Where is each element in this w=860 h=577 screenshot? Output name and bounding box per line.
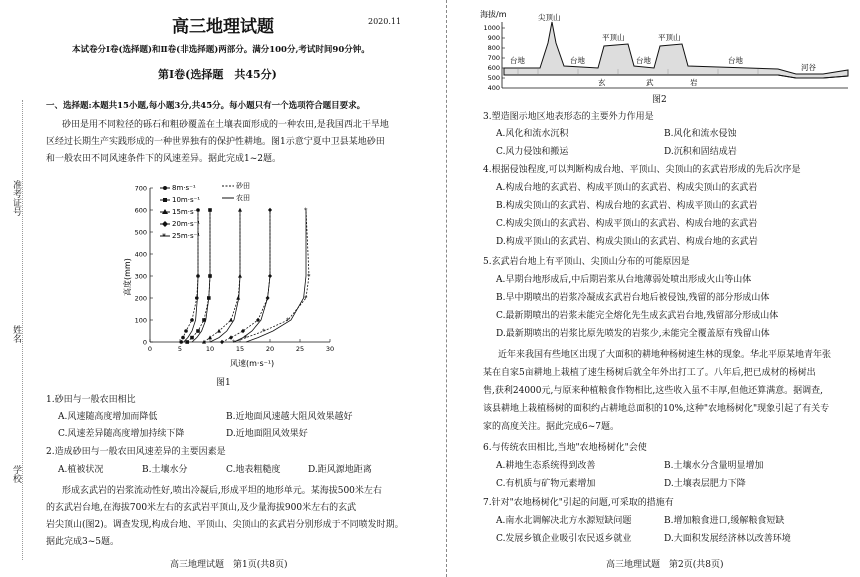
- fig1-point: *: [304, 206, 308, 215]
- fig2-ytick: 1000: [483, 24, 500, 32]
- fig1-point: [185, 340, 189, 344]
- fig1-xtick-label: 15: [235, 345, 245, 353]
- fig2-ytick: 500: [487, 74, 500, 82]
- passage2-line1: 形成玄武岩的岩浆流动性好,喷出冷凝后,形成平坦的地形单元。某海拔500米左右: [62, 486, 382, 496]
- legend-15: 15m·s⁻¹: [172, 208, 201, 216]
- fig1-point: [181, 336, 185, 340]
- fig2-ytick: 400: [487, 84, 500, 90]
- passage2-line4: 据此完成3~5题。: [46, 537, 119, 547]
- q2-option-c[interactable]: C.地表粗糙度: [226, 465, 281, 475]
- passage3-line1: 近年来我国有些地区出现了大面积的耕地种杨树速生林的现象。华北平原某地青年张: [498, 350, 832, 360]
- legend-10-marker: [163, 198, 167, 202]
- fig1-point: *: [286, 316, 290, 325]
- fig1-point: [195, 296, 199, 300]
- fig1-ytick-label: 400: [134, 250, 147, 259]
- q3-option-c[interactable]: C.风力侵蚀和搬运: [496, 147, 569, 157]
- q7-option-d[interactable]: D.大面积发展经济林以改善环境: [664, 534, 791, 544]
- fig1-point: [190, 318, 194, 322]
- fig2-label-taidi4: 台地: [728, 56, 743, 65]
- fig1-point: *: [244, 334, 248, 343]
- fig1-ytick-label: 700: [134, 184, 147, 193]
- passage1-line3: 和一般农田不同风速条件下的风速差异。据此完成1~2题。: [46, 154, 281, 164]
- fig2-label-wu: 武: [646, 78, 654, 87]
- fig1-series-line: [222, 210, 270, 342]
- fig1-point: [241, 329, 245, 333]
- fig1-ytick-label: 200: [134, 294, 147, 303]
- fig2-label-hegu: 河谷: [801, 63, 816, 72]
- legend-20: 20m·s⁻¹: [172, 220, 201, 228]
- section-title: 第Ⅰ卷(选择题 共45分): [158, 68, 277, 81]
- legend-8: 8m·s⁻¹: [172, 184, 196, 192]
- q6-option-b[interactable]: B.土壤水分含量明显增加: [664, 461, 764, 471]
- q1-stem: 1.砂田与一般农田相比: [46, 395, 136, 405]
- q2-stem: 2.造成砂田与一般农田风速差异的主要因素是: [46, 447, 226, 457]
- fig1-caption: 图1: [216, 378, 231, 388]
- footer-left: 高三地理试题 第1页(共8页): [170, 560, 288, 570]
- fig1-ytick-label: 100: [134, 316, 147, 325]
- legend-20-marker: [162, 221, 168, 227]
- q5-option-c[interactable]: C.最新期喷出的岩浆未能完全熔化先生成玄武岩台地,残留部分形成山体: [496, 311, 779, 321]
- legend-farm: 农田: [236, 194, 250, 202]
- q5-option-a[interactable]: A.早期台地形成后,中后期岩浆从台地薄弱处喷出形成火山等山体: [496, 275, 752, 285]
- fig1-point: *: [307, 272, 311, 281]
- passage3-line5: 家的高度关注。据此完成6~7题。: [483, 422, 619, 432]
- passage3-line3: 售,获利24000元,与原来种植粮食作物相比,这些收入虽不丰厚,但他还算满意。据调查,: [483, 386, 823, 396]
- fig1-xlabel: 风速(m·s⁻¹): [230, 359, 275, 368]
- legend-8-marker: [163, 186, 167, 190]
- page-divider: [446, 0, 448, 577]
- legend-25: 25m·s⁻¹: [172, 232, 201, 240]
- fig1-ytick-label: 600: [134, 206, 147, 215]
- q5-option-b[interactable]: B.早中期喷出的岩浆冷凝成玄武岩台地后被侵蚀,残留的部分形成山体: [496, 293, 770, 303]
- q2-option-a[interactable]: A.植被状况: [58, 465, 104, 475]
- fig1-point: [196, 329, 200, 333]
- footer-right: 高三地理试题 第2页(共8页): [606, 560, 724, 570]
- legend-10: 10m·s⁻¹: [172, 196, 201, 204]
- q3-option-d[interactable]: D.沉积和固结成岩: [664, 147, 737, 157]
- figure1-chart: [120, 176, 340, 376]
- fig1-point: *: [232, 338, 236, 347]
- figure2-profile: [478, 8, 853, 90]
- fig1-xtick-label: 5: [177, 345, 183, 353]
- q4-option-b[interactable]: B.构成尖顶山的玄武岩、构成台地的玄武岩、构成平顶山的玄武岩: [496, 201, 758, 211]
- legend-sand: 砂田: [236, 182, 250, 190]
- fig2-ytick: 900: [487, 34, 500, 42]
- fig2-label-pingding1: 平顶山: [602, 33, 625, 42]
- legend-25-marker: *: [162, 232, 166, 241]
- fig2-label-pingding2: 平顶山: [658, 33, 681, 42]
- fig1-point: [179, 340, 183, 344]
- q4-option-a[interactable]: A.构成台地的玄武岩、构成平顶山的玄武岩、构成尖顶山的玄武岩: [496, 183, 758, 193]
- q7-option-a[interactable]: A.南水北调解决北方水源短缺问题: [496, 516, 632, 526]
- name-label: 姓名: [11, 325, 21, 343]
- page-title: 高三地理试题: [172, 17, 274, 37]
- fig1-series-line: [210, 210, 240, 342]
- fig2-ytick: 600: [487, 64, 500, 72]
- passage3-line2: 某在自家5亩耕地上栽植了速生杨树后就全年外出打工了。八年后,把已成材的杨树出: [483, 368, 816, 378]
- q1-option-c[interactable]: C.风速差异随高度增加持续下降: [58, 429, 185, 439]
- passage2-line2: 的玄武岩台地,在海拔700米左右的玄武岩平顶山,及少量海拔900米左右的玄武: [46, 503, 357, 513]
- school-label: 学校: [11, 465, 21, 483]
- fig2-ytick: 800: [487, 44, 500, 52]
- section-instruction: 一、选择题:本题共15小题,每小题3分,共45分。每小题只有一个选项符合题目要求。: [46, 101, 366, 111]
- fig1-point: [217, 329, 221, 333]
- q2-option-b[interactable]: B.土壤水分: [142, 465, 188, 475]
- q4-option-d[interactable]: D.构成平顶山的玄武岩、构成尖顶山的玄武岩、构成台地的玄武岩: [496, 237, 758, 247]
- q3-option-b[interactable]: B.风化和流水侵蚀: [664, 129, 737, 139]
- q1-option-b[interactable]: B.近地面风速越大阻风效果越好: [226, 412, 353, 422]
- fig2-ytick: 700: [487, 54, 500, 62]
- fig2-ylabel: 海拔/m: [480, 10, 507, 19]
- q1-option-a[interactable]: A.风速随高度增加而降低: [58, 412, 158, 422]
- q6-option-a[interactable]: A.耕地生态系统得到改善: [496, 461, 596, 471]
- q3-stem: 3.塑造图示地区地表形态的主要外力作用是: [483, 112, 654, 122]
- exam-intro: 本试卷分Ⅰ卷(选择题)和Ⅱ卷(非选择题)两部分。满分100分,考试时间90分钟。: [72, 45, 370, 55]
- fig1-ytick-label: 0: [142, 338, 147, 347]
- fig2-caption: 图2: [652, 95, 667, 105]
- q1-option-d[interactable]: D.近地面阻风效果好: [226, 429, 308, 439]
- fig1-ylabel: 高度(mm): [123, 258, 132, 296]
- fig1-xtick-label: 25: [295, 345, 305, 353]
- fig2-label-xuan: 玄: [598, 78, 606, 87]
- q5-option-d[interactable]: D.最新期喷出的岩浆比原先喷发的岩浆少,未能完全覆盖原有残留山体: [496, 329, 770, 339]
- q7-option-b[interactable]: B.增加粮食进口,缓解粮食短缺: [664, 516, 785, 526]
- fig2-label-taidi3: 台地: [636, 56, 651, 65]
- passage1-line2: 区经过长期生产实践形成的一种世界独有的保护性耕地。图1示意宁夏中卫县某地砂田: [46, 137, 385, 147]
- fig1-point: *: [262, 327, 266, 336]
- fig1-series-line: [181, 210, 198, 342]
- q7-option-c[interactable]: C.发展乡镇企业吸引农民返乡就业: [496, 534, 632, 544]
- fig1-xtick-label: 0: [147, 345, 153, 353]
- fig1-point: [208, 335, 212, 339]
- fig2-label-yan: 岩: [690, 78, 698, 87]
- q3-option-a[interactable]: A.风化和流水沉积: [496, 129, 569, 139]
- q6-option-c[interactable]: C.有机质与矿物元素增加: [496, 479, 596, 489]
- fig2-label-jianding: 尖顶山: [538, 13, 561, 22]
- q4-option-c[interactable]: C.构成尖顶山的玄武岩、构成平顶山的玄武岩、构成台地的玄武岩: [496, 219, 758, 229]
- fig2-label-taidi1: 台地: [510, 56, 525, 65]
- fig1-ytick-label: 500: [134, 228, 147, 237]
- fig1-xtick-label: 10: [205, 345, 215, 353]
- fig2-label-taidi2: 台地: [570, 56, 585, 65]
- q6-option-d[interactable]: D.土壤表层肥力下降: [664, 479, 746, 489]
- q5-stem: 5.玄武岩台地上有平顶山、尖顶山分布的可能原因是: [483, 257, 690, 267]
- q7-stem: 7.针对"农地杨树化"引起的问题,可采取的措施有: [483, 498, 674, 508]
- exam-date: 2020.11: [368, 17, 402, 26]
- fig1-xtick-label: 30: [325, 345, 335, 353]
- exam-number-label: 准考证号: [11, 180, 21, 216]
- fig1-point: [220, 340, 224, 344]
- q2-option-d[interactable]: D.距风源地距离: [308, 465, 372, 475]
- fig1-point: [229, 318, 233, 322]
- passage1-line1: 砂田是用不同粒径的砾石和粗砂覆盖在土壤表面形成的一种农田,是我国西北干旱地: [62, 120, 389, 130]
- passage2-line3: 岩尖顶山(图2)。调查发现,构成台地、平顶山、尖顶山的玄武岩分别形成于不同喷发时期。: [46, 520, 404, 530]
- q6-stem: 6.与传统农田相比,当地"农地杨树化"会使: [483, 443, 647, 453]
- q4-stem: 4.根据侵蚀程度,可以判断构成台地、平顶山、尖顶山的玄武岩形成的先后次序是: [483, 165, 801, 175]
- fig1-xtick-label: 20: [265, 345, 275, 353]
- passage3-line4: 该县耕地上栽植杨树的面积约占耕地总面积的10%,这种"农地杨树化"现象引起了有关专: [483, 404, 830, 414]
- fig1-point: *: [304, 294, 308, 303]
- fig1-point: [184, 329, 188, 333]
- fig1-point: [190, 336, 194, 340]
- fig1-ytick-label: 300: [134, 272, 147, 281]
